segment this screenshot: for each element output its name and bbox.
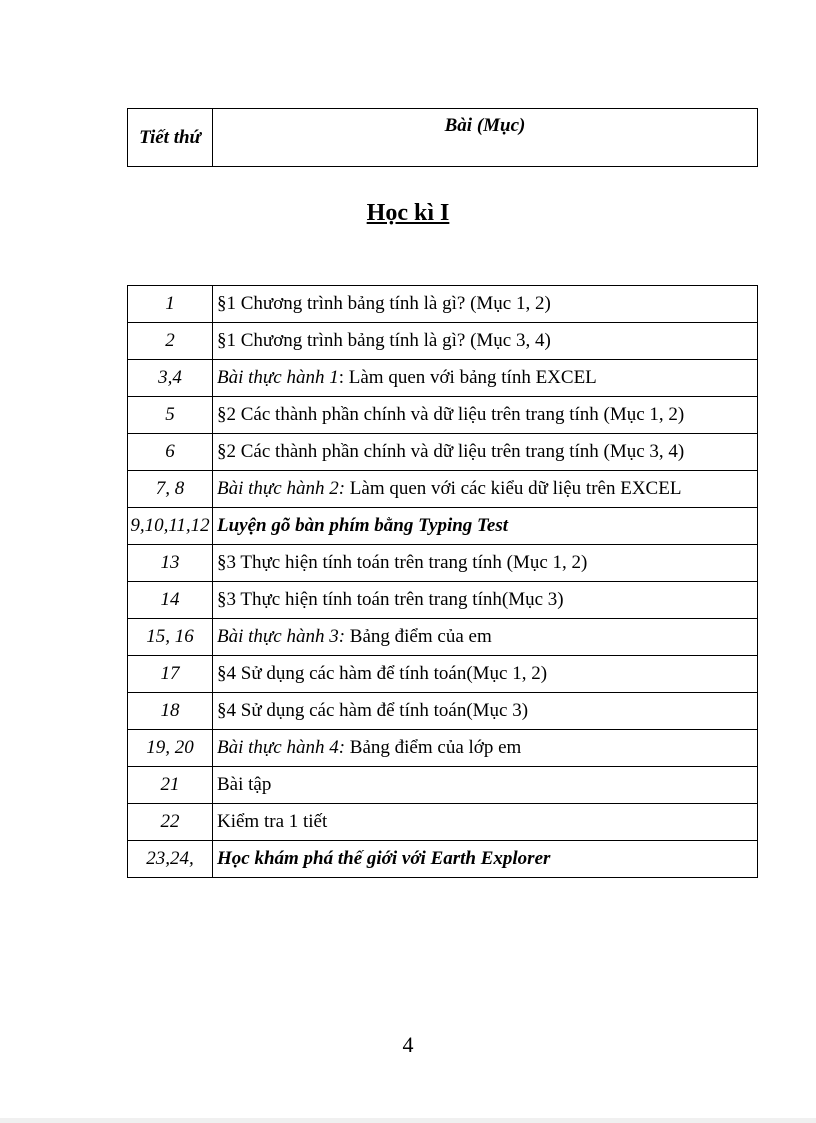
table-row xyxy=(128,730,758,767)
table-row xyxy=(128,582,758,619)
lesson-cell: Luyện gõ bàn phím bằng Typing Test xyxy=(213,508,758,545)
table-row xyxy=(128,693,758,730)
lesson-cell: §3 Thực hiện tính toán trên trang tính(Mục 3) xyxy=(213,582,758,619)
lesson-cell: §1 Chương trình bảng tính là gì? (Mục 1, 2) xyxy=(213,286,758,323)
lesson-text: Làm quen với các kiểu dữ liệu trên EXCEL xyxy=(345,478,682,499)
table-row xyxy=(128,656,758,693)
table-row xyxy=(128,286,758,323)
lesson-cell xyxy=(213,619,758,656)
period-cell: 6 xyxy=(128,434,213,471)
period-cell: 2 xyxy=(128,323,213,360)
table-row xyxy=(128,360,758,397)
lesson-cell: Học khám phá thế giới với Earth Explorer xyxy=(213,841,758,878)
period-column-header: Tiết thứ xyxy=(128,109,213,167)
table-row xyxy=(128,397,758,434)
period-cell: 15, 16 xyxy=(128,619,213,656)
table-row xyxy=(128,619,758,656)
period-cell: 17 xyxy=(128,656,213,693)
lesson-cell: §2 Các thành phần chính và dữ liệu trên trang tính (Mục 1, 2) xyxy=(213,397,758,434)
table-row xyxy=(128,434,758,471)
period-cell: 9,10,11,12 xyxy=(128,508,213,545)
lesson-cell: §2 Các thành phần chính và dữ liệu trên trang tính (Mục 3, 4) xyxy=(213,434,758,471)
lesson-cell: §3 Thực hiện tính toán trên trang tính (Mục 1, 2) xyxy=(213,545,758,582)
practice-label: Bài thực hành 3: xyxy=(217,626,346,647)
table-row xyxy=(128,508,758,545)
lesson-text: Bảng điểm của lớp em xyxy=(345,737,522,758)
header-row xyxy=(128,109,758,167)
lesson-text: : Làm quen với bảng tính EXCEL xyxy=(338,367,597,388)
lesson-cell xyxy=(213,471,758,508)
period-cell: 18 xyxy=(128,693,213,730)
page-bottom-strip xyxy=(0,1118,816,1123)
practice-label: Bài thực hành 2: xyxy=(217,478,346,499)
lesson-cell: Kiểm tra 1 tiết xyxy=(213,804,758,841)
table-row xyxy=(128,545,758,582)
period-cell: 3,4 xyxy=(128,360,213,397)
practice-label: Bài thực hành 4: xyxy=(217,737,346,758)
period-cell: 1 xyxy=(128,286,213,323)
lesson-cell xyxy=(213,360,758,397)
table-row xyxy=(128,804,758,841)
period-cell: 13 xyxy=(128,545,213,582)
period-cell: 22 xyxy=(128,804,213,841)
lesson-cell xyxy=(213,730,758,767)
lesson-cell: Bài tập xyxy=(213,767,758,804)
lesson-cell: §1 Chương trình bảng tính là gì? (Mục 3, 4) xyxy=(213,323,758,360)
header-table xyxy=(127,108,758,167)
lesson-cell: §4 Sử dụng các hàm để tính toán(Mục 1, 2) xyxy=(213,656,758,693)
semester-title: Học kì I xyxy=(366,200,450,226)
lesson-column-header: Bài (Mục) xyxy=(213,109,758,167)
practice-label: Bài thực hành 1 xyxy=(217,367,339,388)
lesson-text: Bảng điểm của em xyxy=(345,626,492,647)
page-number: 4 xyxy=(402,1032,414,1057)
lesson-schedule-table xyxy=(127,285,758,878)
period-cell: 21 xyxy=(128,767,213,804)
table-row xyxy=(128,767,758,804)
period-cell: 14 xyxy=(128,582,213,619)
table-row xyxy=(128,471,758,508)
table-row xyxy=(128,841,758,878)
period-cell: 7, 8 xyxy=(128,471,213,508)
lesson-cell: §4 Sử dụng các hàm để tính toán(Mục 3) xyxy=(213,693,758,730)
period-cell: 5 xyxy=(128,397,213,434)
period-cell: 19, 20 xyxy=(128,730,213,767)
period-cell: 23,24, xyxy=(128,841,213,878)
table-row xyxy=(128,323,758,360)
